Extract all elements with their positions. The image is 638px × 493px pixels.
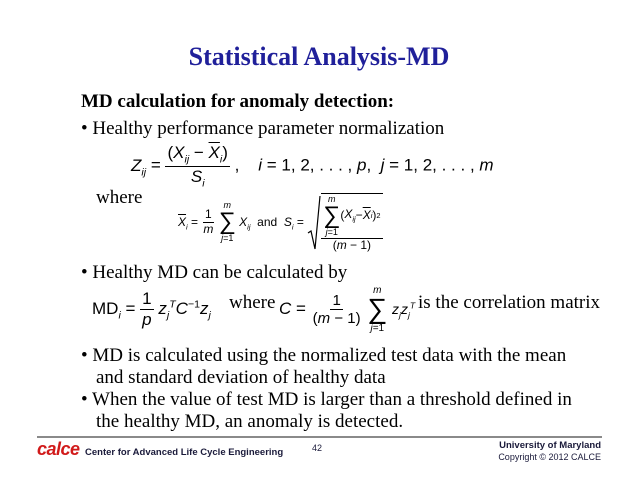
correlation-equation: C = $\frac{1}{(m - 1)}$ m ∑ j=1 $z_jz_j^T$ <box>279 285 416 334</box>
bullet-md-normalized: • MD is calculated using the normalized test data with the mean <box>81 345 567 366</box>
normalization-equation: $Z_{ij}$ = $\frac{(X_{ij} - \overline{X}_i)}{S_i}$ , i = 1, 2, . . . , p, j = 1, 2, . . . , m <box>131 143 494 189</box>
bullet-normalization: • Healthy performance parameter normalization <box>81 118 445 139</box>
radical-sign <box>307 195 321 251</box>
section-heading: MD calculation for anomaly detection: <box>81 91 395 112</box>
where-label-1: where <box>96 187 143 208</box>
page-number: 42 <box>311 443 322 453</box>
calce-logo: calce <box>37 439 80 459</box>
bullet-threshold: • When the value of test MD is larger than a threshold defined in <box>81 389 572 410</box>
slide-title: Statistical Analysis-MD <box>188 42 450 71</box>
copyright: Copyright © 2012 CALCE <box>498 452 601 462</box>
where-label-2: where <box>229 292 276 313</box>
footer-divider <box>37 436 602 438</box>
sd-radical: m ∑ j=1 ( $X_{ij}$ − $\overline{X}$ i ) 2 (m − 1) <box>307 193 382 252</box>
correlation-note: is the correlation matrix <box>418 292 601 313</box>
bullet-healthy-md: • Healthy MD can be calculated by <box>81 262 348 283</box>
bullet-threshold-cont: the healthy MD, an anomaly is detected. <box>96 411 404 432</box>
bullet-md-normalized-cont: and standard deviation of healthy data <box>96 367 386 388</box>
md-equation: $MD_i$ = $\frac{1}{p}$ $z_j^TC^{-1}z_j$ <box>92 289 211 329</box>
center-name: Center for Advanced Life Cycle Engineering <box>85 447 284 458</box>
mean-sd-equation: $\overline{X}_i$ = $\frac{1}{m}$ m ∑ j=1 $X_{ij}$ and $S_i$ = m ∑ j=1 ( $X_{ij}$ − $\overline{X}$ i ) 2 (m − 1) <box>178 194 381 252</box>
and-label: and <box>257 214 278 229</box>
mean-symbol: $\overline{X}_i$ = <box>178 214 202 232</box>
z-symbol: $Z_{ij}$ <box>131 155 147 178</box>
z-fraction: $\frac{(X_{ij} - \overline{X}_i)}{S_i}$ <box>167 143 228 189</box>
university-name: University of Maryland <box>499 440 601 451</box>
